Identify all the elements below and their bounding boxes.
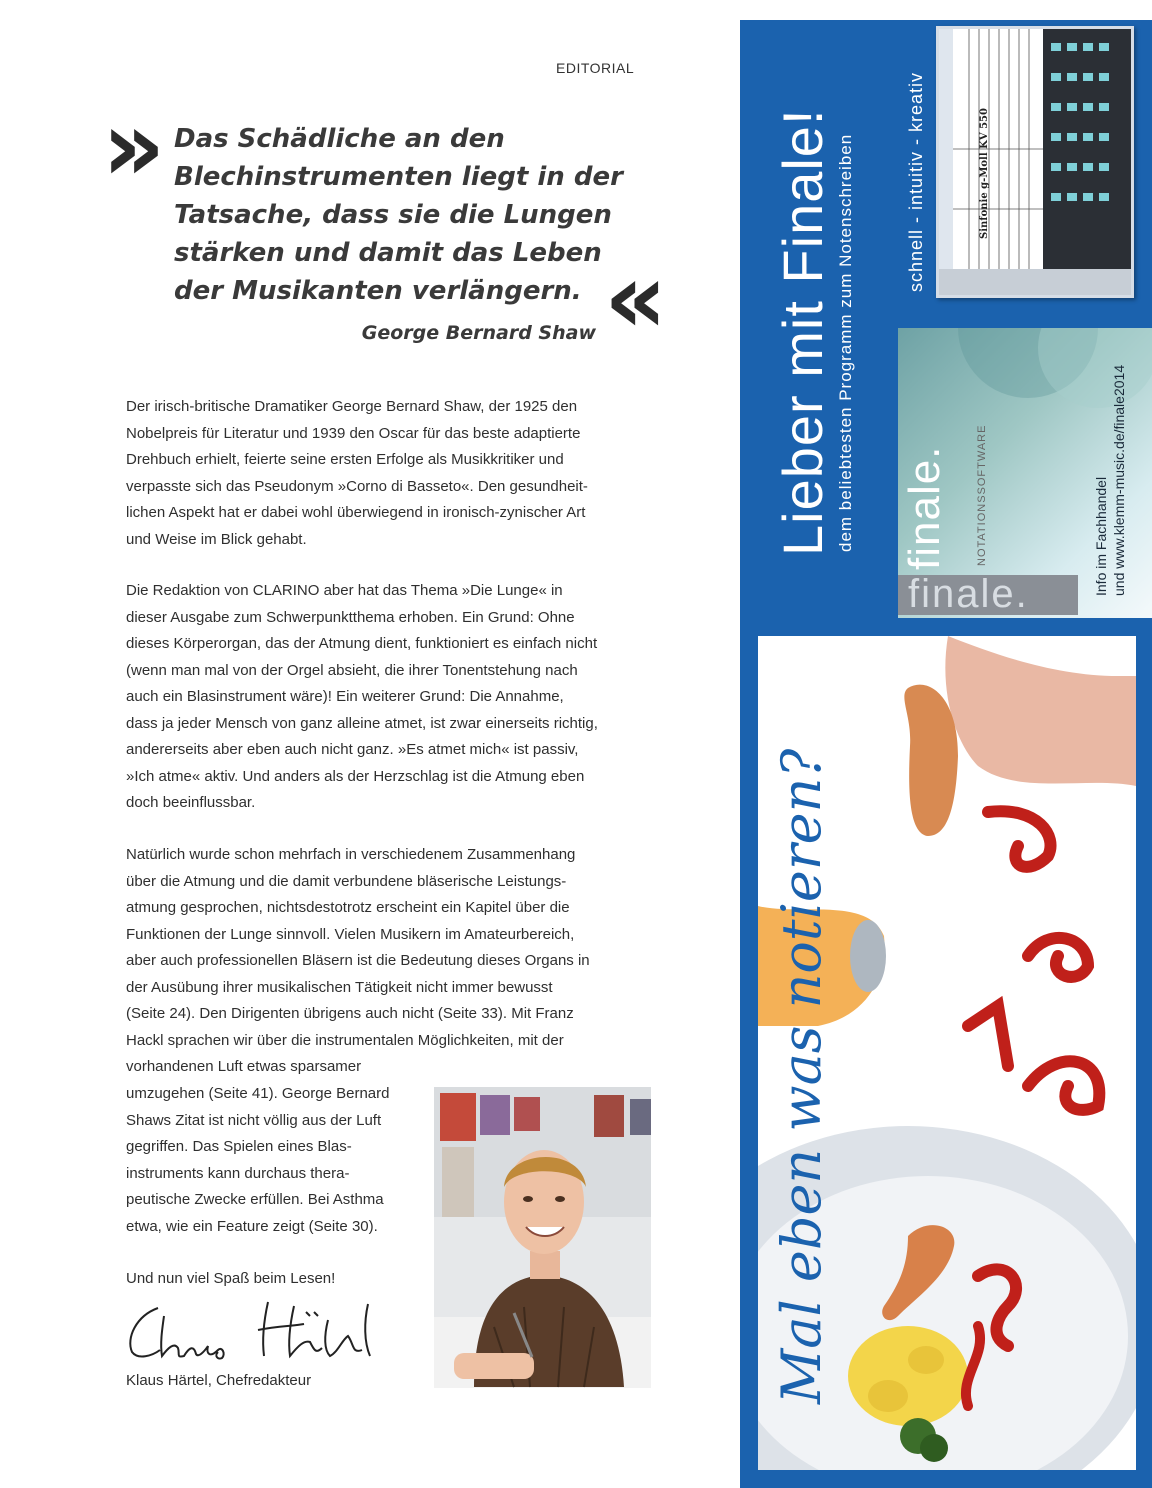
signature-caption: Klaus Härtel, Chefredakteur — [126, 1372, 312, 1389]
finale-screenshot — [936, 26, 1134, 298]
score-title: Sinfonie g-Moll KV 550 — [979, 108, 990, 239]
quote-line: Blechinstrumenten liegt in der — [174, 162, 623, 192]
body-line: und Weise im Blick gehabt. — [126, 530, 307, 548]
quote-line: stärken und damit das Leben — [174, 238, 602, 268]
body-line: »Ich atme« aktiv. Und anders als der Herzschlag ist die Atmung eben — [126, 767, 585, 785]
body-line: etwa, wie ein Feature zeigt (Seite 30). — [126, 1217, 378, 1235]
body-line: auch ein Blasinstrument wäre)! Ein weiterer Grund: Die Annahme, — [126, 688, 564, 705]
body-line: (Seite 24). Den Dirigenten übrigens auch nicht (Seite 33). Mit Franz — [126, 1005, 574, 1022]
brand-bar-text: finale. — [908, 572, 1029, 616]
body-line: lichen Aspekt hat er dabei wohl überwiegend in ironisch-zynischer Art — [126, 504, 586, 521]
ad-info-line: Info im Fachhandel — [1093, 476, 1109, 596]
ad-info-line: und www.klemm-music.de/finale2014 — [1111, 364, 1127, 596]
body-line: über die Atmung und die damit verbundene bläserische Leistungs- — [126, 872, 567, 890]
body-line: instruments kann durchaus thera- — [126, 1164, 350, 1182]
body-line: aber auch professionellen Bläsern ist die Bedeutung dieses Organs in — [126, 952, 590, 969]
body-line: vorhandenen Luft etwas sparsamer — [126, 1058, 362, 1075]
editorial-quote — [174, 120, 644, 310]
body-paragraph-1 — [126, 394, 654, 553]
body-line: dass ja jeder Mensch von ganz alleine atmet, ist zwar einerseits richtig, — [126, 714, 598, 732]
body-paragraph-3-continued — [126, 1081, 426, 1240]
body-line: atmung gesprochen, nichtsdestotrotz erscheint ein Kapitel über die — [126, 899, 570, 916]
body-line: Funktionen der Lunge sinnvoll. Vielen Musikern im Amateurbereich, — [126, 925, 575, 943]
quote-close-mark: « — [604, 242, 668, 356]
body-line: umzugehen (Seite 41). George Bernard — [126, 1085, 390, 1102]
finale-logo-subtitle: NOTATIONSSOFTWARE — [976, 424, 988, 566]
ad-tagline: schnell - intuitiv - kreativ — [906, 71, 926, 292]
body-line: andererseits aber eben auch nicht ganz. »Es atmet mich« ist passiv, — [126, 741, 579, 758]
body-line: Nobelpreis für Literatur und 1939 den Oscar für das beste adaptierte — [126, 424, 581, 442]
finale-logo: finale. — [900, 445, 949, 570]
body-line: peutische Zwecke erfüllen. Bei Asthma — [126, 1191, 384, 1208]
body-line: Der irisch-britische Dramatiker George Bernard Shaw, der 1925 den — [126, 398, 578, 415]
body-line: Shaws Zitat ist nicht völlig aus der Luft — [126, 1111, 382, 1129]
body-paragraph-2 — [126, 578, 654, 817]
quote-author: George Bernard Shaw — [361, 322, 596, 344]
quote-line: Das Schädliche an den — [174, 124, 505, 154]
body-paragraph-3 — [126, 842, 654, 1081]
ad-subline: dem beliebtesten Programm zum Notenschreiben — [836, 133, 855, 552]
quote-line: Tatsache, dass sie die Lungen — [174, 200, 612, 230]
body-line: dieses Körperorgan, das der Atmung dient, funktioniert es einfach nicht — [126, 635, 598, 652]
section-label: EDITORIAL — [556, 60, 635, 76]
ad-slogan: Mal eben was notieren? — [770, 748, 833, 1404]
signature — [118, 1296, 388, 1368]
body-line: gegriffen. Das Spielen eines Blas- — [126, 1138, 352, 1155]
editor-photo — [434, 1087, 651, 1388]
body-line: der Ausübung ihrer musikalischen Tätigkeit nicht immer bewusst — [126, 978, 553, 996]
body-line: doch beeinflussbar. — [126, 794, 256, 811]
body-line: Natürlich wurde schon mehrfach in verschiedenem Zusammenhang — [126, 846, 576, 863]
quote-line: der Musikanten verlängern. — [174, 276, 582, 306]
quote-open-mark: » — [102, 90, 166, 204]
body-line: dieser Ausgabe zum Schwerpunktthema erhoben. Ein Grund: Ohne — [126, 608, 575, 626]
body-line: Drehbuch erhielt, feierte seine ersten Erfolge als Musikkritiker und — [126, 451, 564, 468]
body-line: (wenn man mal von der Orgel absieht, die ihrer Tonentstehung nach — [126, 661, 578, 679]
ad-info — [1092, 365, 1128, 596]
score-window — [939, 29, 1131, 295]
ad-top-strip — [740, 0, 1152, 20]
ad-headline: Lieber mit Finale! — [771, 108, 834, 556]
body-paragraph-4: Und nun viel Spaß beim Lesen! — [126, 1270, 336, 1287]
body-line: Hackl sprachen wir über die instrumentalen Möglichkeiten, mit der — [126, 1031, 564, 1049]
body-line: Die Redaktion von CLARINO aber hat das Thema »Die Lunge« in — [126, 582, 563, 599]
body-line: verpasste sich das Pseudonym »Corno di Basseto«. Den gesundheit- — [126, 477, 588, 495]
